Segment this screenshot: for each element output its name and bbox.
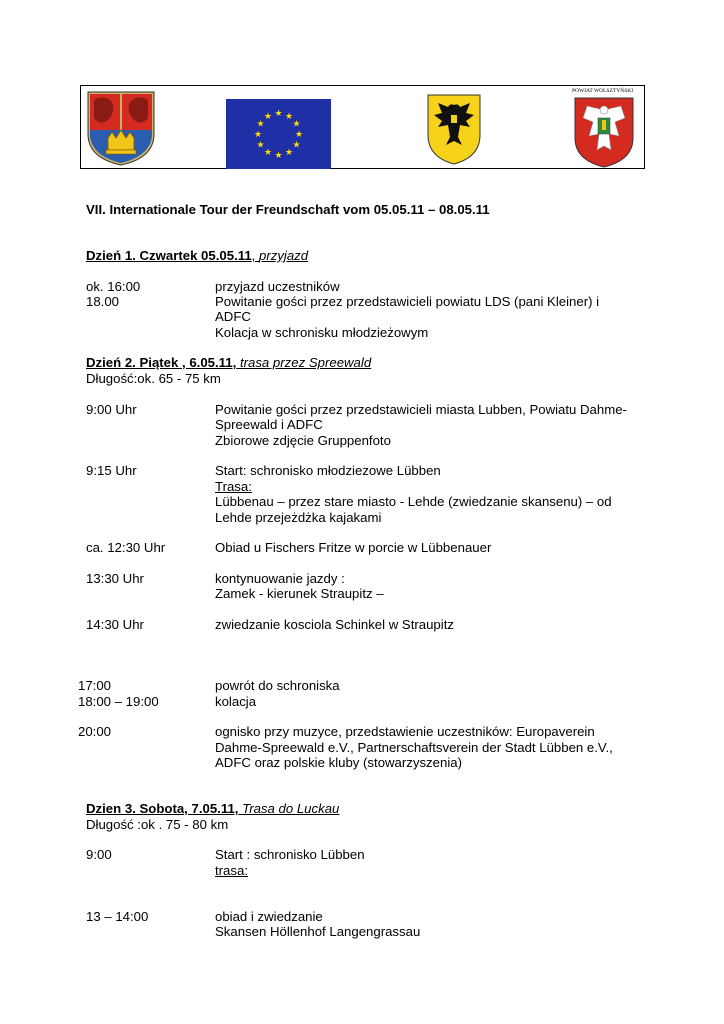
svg-text:★: ★ xyxy=(274,151,283,161)
powiat-label: POWIAT WOLSZTYŃSKI xyxy=(572,88,634,94)
svg-text:★: ★ xyxy=(253,130,263,140)
svg-text:★: ★ xyxy=(292,140,301,151)
logo-header xyxy=(80,85,645,169)
day1-row-text: ADFC xyxy=(215,309,251,324)
day2-row-text: zwiedzanie kosciola Schinkel w Straupitz xyxy=(215,617,454,632)
day3-row-text: trasa: xyxy=(215,863,248,878)
day2-subtitle: trasa przez Spreewald xyxy=(239,355,372,370)
day2-row-text: Dahme-Spreewald e.V., Partnerschaftsverein der Stadt Lübben e.V., xyxy=(215,740,613,755)
day2-row-text: Zbiorowe zdjęcie Gruppenfoto xyxy=(215,433,391,448)
svg-text:★: ★ xyxy=(274,109,283,119)
day2-row-text: powrót do schroniska xyxy=(215,678,340,693)
day2-row-text: Lehde przejeżdżka kajakami xyxy=(215,510,382,525)
day2-row-time: ca. 12:30 Uhr xyxy=(86,540,166,555)
day3-subtitle: Trasa do Luckau xyxy=(242,801,340,816)
day2-row-text: Zamek - kierunek Straupitz – xyxy=(215,586,384,601)
eagle-coat-of-arms-icon xyxy=(426,93,482,165)
day2-row-text: kolacja xyxy=(215,694,257,709)
day2-row-time: 14:30 Uhr xyxy=(86,617,144,632)
day2-row-text: Start: schronisko młodziezowe Lübben xyxy=(215,463,441,478)
day2-row-text: ognisko przy muzyce, przedstawienie uczestników: Europaverein xyxy=(215,724,595,739)
svg-text:★: ★ xyxy=(263,148,273,158)
day2-row-text: kontynuowanie jazdy : xyxy=(215,571,345,586)
day1-row-time: ok. 16:00 xyxy=(86,279,141,294)
dahme-spreewald-coat-of-arms-icon xyxy=(86,90,156,166)
day3-heading: Dzien 3. Sobota, 7.05.11, xyxy=(86,801,239,816)
svg-text:★: ★ xyxy=(256,140,265,151)
day2-row-text: Trasa: xyxy=(215,479,252,494)
day2-row-time: 9:15 Uhr xyxy=(86,463,137,478)
day2-row-time: 13:30 Uhr xyxy=(86,571,144,586)
day2-row-time: 20:00 xyxy=(78,724,112,739)
day3-row-text: obiad i zwiedzanie xyxy=(215,909,323,924)
day1-subtitle: przyjazd xyxy=(259,248,309,263)
day2-row-text: Spreewald i ADFC xyxy=(215,417,323,432)
day3-distance: Długość :ok . 75 - 80 km xyxy=(86,817,229,832)
day2-row-text: ADFC oraz polskie kluby (stowarzyszenia) xyxy=(215,755,462,770)
day2-row-time: 17:00 xyxy=(78,678,112,693)
svg-text:★: ★ xyxy=(284,112,294,122)
day1-row-text: przyjazd uczestników xyxy=(215,279,340,294)
day2-row-text: Lübbenau – przez stare miasto - Lehde (zwiedzanie skansenu) – od xyxy=(215,494,612,509)
day2-heading: Dzień 2. Piątek , 6.05.11, xyxy=(86,355,237,370)
svg-text:★: ★ xyxy=(256,119,265,130)
svg-text:★: ★ xyxy=(263,112,273,122)
day3-row-time: 13 – 14:00 xyxy=(86,909,149,924)
svg-text:★: ★ xyxy=(294,130,304,140)
eu-flag-icon xyxy=(226,99,331,169)
day1-row-time: 18.00 xyxy=(86,294,120,309)
day3-row-text: Start : schronisko Lübben xyxy=(215,847,365,862)
svg-text:★: ★ xyxy=(292,119,301,130)
day2-row-time: 9:00 Uhr xyxy=(86,402,137,417)
document-title: VII. Internationale Tour der Freundschaft vom 05.05.11 – 08.05.11 xyxy=(86,202,490,217)
day2-distance: Długość:ok. 65 - 75 km xyxy=(86,371,221,386)
day3-row-text: Skansen Höllenhof Langengrassau xyxy=(215,924,421,939)
day1-heading: Dzień 1. Czwartek 05.05.11 xyxy=(86,248,252,263)
powiat-wolsztynski-coat-of-arms-icon xyxy=(573,96,635,168)
day1-heading-line: Dzień 1. Czwartek 05.05.11, przyjazd xyxy=(86,248,309,263)
day1-row-text: Powitanie gości przez przedstawicieli powiatu LDS (pani Kleiner) i xyxy=(215,294,600,309)
svg-text:★: ★ xyxy=(284,148,294,158)
day3-row-time: 9:00 xyxy=(86,847,112,862)
day2-row-text: Obiad u Fischers Fritze w porcie w Lübbenauer xyxy=(215,540,492,555)
day3-heading-line xyxy=(86,801,339,817)
day2-heading-line xyxy=(86,355,371,371)
day2-row-time: 18:00 – 19:00 xyxy=(78,694,159,709)
day2-row-text: Powitanie gości przez przedstawicieli miasta Lubben, Powiatu Dahme- xyxy=(215,402,627,417)
day1-row-text: Kolacja w schronisku młodzieżowym xyxy=(215,325,429,340)
